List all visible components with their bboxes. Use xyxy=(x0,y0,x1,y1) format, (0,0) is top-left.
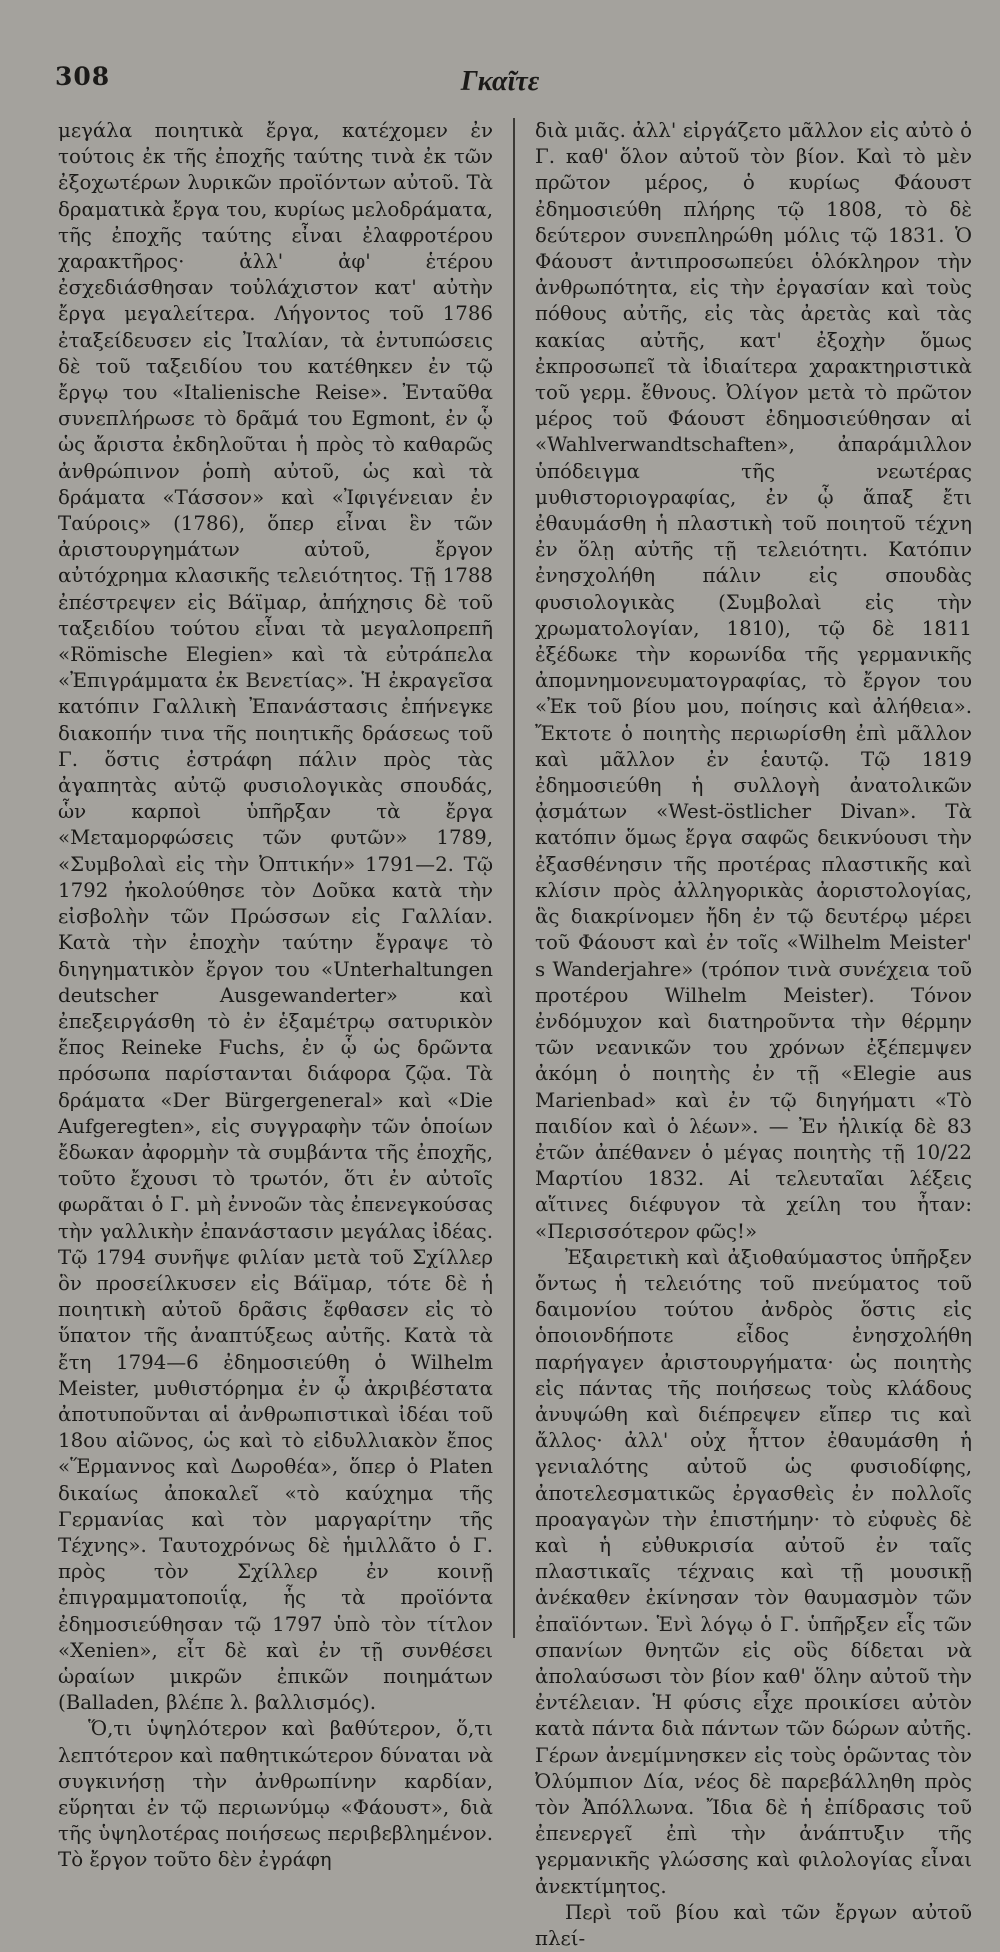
running-head: Γκαῖτε xyxy=(460,66,540,97)
page-number: 308 xyxy=(55,62,111,91)
right-paragraph-3: Περὶ τοῦ βίου καὶ τῶν ἔργων αὐτοῦ πλεί- xyxy=(535,1900,972,1951)
left-paragraph-1: μεγάλα ποιητικὰ ἔργα, κατέχομεν ἐν τούτοις ἐκ τῆς ἐποχῆς ταύτης τινὰ ἐκ τῶν ἐξοχωτέρων λυρικῶν προϊόντων αὐτοῦ. Τὰ δραματικὰ ἔργα του, κυρίως μελοδράματα, τῆς ἐποχῆς ταύτης εἶναι ἐλαφροτέρου χαρακτῆρος· ἀλλ' ἀφ' ἑτέρου ἐσχεδιάσθησαν τοὐλάχιστον κατ' αὐτὴν ἔργα μεγαλείτερα. Λήγοντος τοῦ 1786 ἐταξείδευσεν εἰς Ἰταλίαν, τὰ ἐντυπώσεις δὲ τοῦ ταξειδίου του κατέθηκεν ἐν τῷ ἔργῳ του «Italienische Reise». Ἐνταῦθα συνεπλήρωσε τὸ δρᾶμά του Egmont, ἐν ᾧ ὡς ἄριστα ἐκδηλοῦται ἡ πρὸς τὸ καθαρῶς ἀνθρώπινον ῥοπὴ αὐτοῦ, ὡς καὶ τὰ δράματα «Τάσσον» καὶ «Ἰφιγένειαν ἐν Ταύροις» (1786), ὅπερ εἶναι ἓν τῶν ἀριστουργημάτων αὐτοῦ, ἔργον αὐτόχρημα κλασικῆς τελειότητος. Τῇ 1788 ἐπέστρεψεν εἰς Βάϊμαρ, ἀπήχησις δὲ τοῦ ταξειδίου τούτου εἶναι τὰ μεγαλοπρεπῆ «Römische Elegien» καὶ τὰ εὐτράπελα «Ἐπιγράμματα ἐκ Βενετίας». Ἡ ἐκραγεῖσα κατόπιν Γαλλικὴ Ἐπανάστασις ἐπήνεγκε διακοπήν τινα τῆς ποιητικῆς δράσεως τοῦ Γ. ὅστις ἐστράφη πάλιν πρὸς τὰς ἀγαπητὰς αὐτῷ φυσιολογικὰς σπουδάς, ὧν καρποὶ ὑπῆρξαν τὰ ἔργα «Μεταμορφώσεις τῶν φυτῶν» 1789, «Συμβολαὶ εἰς τὴν Ὀπτικήν» 1791—2. Τῷ 1792 ἠκολούθησε τὸν Δοῦκα κατὰ τὴν εἰσβολὴν τῶν Πρώσσων εἰς Γαλλίαν. Κατὰ τὴν ἐποχὴν ταύτην ἔγραψε τὸ διηγηματικὸν ἔργον του «Unterhaltungen deutscher Ausgewanderter» καὶ ἐπεξειργάσθη τὸ ἐν ἑξαμέτρῳ σατυρικὸν ἔπος Reineke Fuchs, ἐν ᾧ ὡς δρῶντα πρόσωπα παρίστανται διάφορα ζῷα. Τὰ δράματα «Der Bürgergeneral» καὶ «Die Aufgeregten», εἰς συγγραφὴν τῶν ὁποίων ἔδωκαν ἀφορμὴν τὰ συμβάντα τῆς ἐποχῆς, τοῦτο ἔχουσι τὸ τρωτόν, ὅτι ἐν αὐτοῖς φωρᾶται ὁ Γ. μὴ ἐννοῶν τὰς ἐπενεγκούσας τὴν γαλλικὴν ἐπανάστασιν μεγάλας ἰδέας. Τῷ 1794 συνῆψε φιλίαν μετὰ τοῦ Σχίλλερ ὃν προσείλκυσεν εἰς Βάϊμαρ, τότε δὲ ἡ ποιητικὴ αὐτοῦ δρᾶσις ἔφθασεν εἰς τὸ ὕπατον τῆς ἀναπτύξεως αὐτῆς. Κατὰ τὰ ἔτη 1794—6 ἐδημοσιεύθη ὁ Wilhelm Meister, μυθιστόρημα ἐν ᾧ ἀκριβέστατα ἀποτυποῦνται αἱ ἀνθρωπιστικαὶ ἰδέαι τοῦ 18ου αἰῶνος, ὡς καὶ τὸ εἰδυλλιακὸν ἔπος «Ἕρμαννος καὶ Δωροθέα», ὅπερ ὁ Platen δικαίως ἀποκαλεῖ «τὸ καύχημα τῆς Γερμανίας καὶ τὸν μαργαρίτην τῆς Τέχνης». Ταυτοχρόνως δὲ ἡμιλλᾶτο ὁ Γ. πρὸς τὸν Σχίλλερ ἐν κοινῇ ἐπιγραμματοποιΐᾳ, ἧς τὰ προϊόντα ἐδημοσιεύθησαν τῷ 1797 ὑπὸ τὸν τίτλον «Xenien», εἶτ δὲ καὶ ἐν τῇ συνθέσει ὡραίων μικρῶν ἐπικῶν ποιημάτων (Balladen, βλέπε λ. βαλλισμός). xyxy=(58,119,493,1715)
text-columns xyxy=(58,118,972,1951)
left-column xyxy=(58,118,515,1872)
right-paragraph-2: Ἐξαιρετικὴ καὶ ἀξιοθαύμαστος ὑπῆρξεν ὄντως ἡ τελειότης τοῦ πνεύματος τοῦ δαιμονίου τούτου ἀνδρὸς ὅστις εἰς ὁποιονδήποτε εἶδος ἐνησχολήθη παρήγαγεν ἀριστουργήματα· ὡς ποιητὴς εἰς πάντας τῆς ποιήσεως τοὺς κλάδους ἀνυψώθη καὶ διέπρεψεν εἴπερ τις καὶ ἄλλος· ἀλλ' οὐχ ἧττον ἐθαυμάσθη ἡ γενιαλότης αὐτοῦ ὡς φυσιοδίφης, ἀποτελεσματικῶς ἐργασθεὶς ἐν πολλοῖς προαγαγὼν τὴν ἐπιστήμην· τὸ εὐφυὲς δὲ καὶ ἡ εὐθυκρισία αὐτοῦ ἐν ταῖς πλαστικαῖς τέχναις καὶ τῇ μουσικῇ ἀνέκαθεν ἐκίνησαν τὸν θαυμασμὸν τῶν ἐπαϊόντων. Ἑνὶ λόγῳ ὁ Γ. ὑπῆρξεν εἷς τῶν σπανίων θνητῶν εἰς οὓς δίδεται νὰ ἀπολαύσωσι τὸν βίον καθ' ὅλην αὐτοῦ τὴν ἐντέλειαν. Ἡ φύσις εἶχε προικίσει αὐτὸν κατὰ πάντα διὰ πάντων τῶν δώρων αὐτῆς. Γέρων ἀνεμίμνησκεν εἰς τοὺς ὁρῶντας τὸν Ὀλύμπιον Δία, νέος δὲ παρεβάλληθη πρὸς τὸν Ἀπόλλωνα. Ἴδια δὲ ἡ ἐπίδρασις τοῦ ἐπενεργεῖ ἐπὶ τὴν ἀνάπτυξιν τῆς γερμανικῆς γλώσσης καὶ φιλολογίας εἶναι ἀνεκτίμητος. xyxy=(535,1245,972,1898)
right-column xyxy=(515,118,972,1951)
right-paragraph-1: διὰ μιᾶς. ἀλλ' εἰργάζετο μᾶλλον εἰς αὐτὸ ὁ Γ. καθ' ὅλον αὐτοῦ τὸν βίον. Καὶ τὸ μὲν πρῶτον μέρος, ὁ κυρίως Φάουστ ἐδημοσιεύθη πλήρης τῷ 1808, τὸ δὲ δεύτερον συνεπληρώθη μόλις τῷ 1831. Ὁ Φάουστ ἀντιπροσωπεύει ὁλόκληρον τὴν ἀνθρωπότητα, εἰς τὴν ἐργασίαν καὶ τοὺς πόθους αὐτῆς, εἰς τὰς ἀρετὰς καὶ τὰς κακίας αὐτῆς, κατ' ἐξοχὴν ὅμως ἐκπροσωπεῖ τὰ ἰδιαίτερα χαρακτηριστικὰ τοῦ γερμ. ἔθνους. Ὀλίγον μετὰ τὸ πρῶτον μέρος τοῦ Φάουστ ἐδημοσιεύθησαν αἱ «Wahlverwandtschaften», ἀπαράμιλλον ὑπόδειγμα τῆς νεωτέρας μυθιστοριογραφίας, ἐν ᾧ ἅπαξ ἔτι ἐθαυμάσθη ἡ πλαστικὴ τοῦ ποιητοῦ τέχνη ἐν ὅλῃ αὐτῆς τῇ τελειότητι. Κατόπιν ἐνησχολήθη πάλιν εἰς σπουδὰς φυσιολογικὰς (Συμβολαὶ εἰς τὴν χρωματολογίαν, 1810), τῷ δὲ 1811 ἐξέδωκε τὴν κορωνίδα τῆς γερμανικῆς ἀπομνημονευματογραφίας, τὸ ἔργον του «Ἐκ τοῦ βίου μου, ποίησις καὶ ἀλήθεια». Ἔκτοτε ὁ ποιητὴς περιωρίσθη ἐπὶ μᾶλλον καὶ μᾶλλον ἐν ἑαυτῷ. Τῷ 1819 ἐδημοσιεύθη ἡ συλλογὴ ἀνατολικῶν ᾀσμάτων «West-östlicher Divan». Τὰ κατόπιν ὅμως ἔργα σαφῶς δεικνύουσι τὴν ἐξασθένησιν τῆς προτέρας πλαστικῆς καὶ κλίσιν πρὸς ἀλληγορικὰς ἀοριστολογίας, ἃς διακρίνομεν ἤδη ἐν τῷ δευτέρῳ μέρει τοῦ Φάουστ καὶ ἐν τοῖς «Wilhelm Meister' s Wanderjahre» (τρόπον τινὰ συνέχεια τοῦ προτέρου Wilhelm Meister). Τόνον ἐνδόμυχον καὶ διατηροῦντα τὴν θέρμην τῶν νεανικῶν του χρόνων ἐξέπεμψεν ἀκόμη ὁ ποιητὴς ἐν τῇ «Elegie aus Marienbad» καὶ ἐν τῷ διηγήματι «Τὸ παιδίον καὶ ὁ λέων». — Ἐν ἡλικίᾳ δὲ 83 ἐτῶν ἀπέθανεν ὁ μέγας ποιητὴς τῇ 10/22 Μαρτίου 1832. Αἱ τελευταῖαι λέξεις αἵτινες διέφυγον τὰ χείλη του ἦταν: «Περισσότερον φῶς!» xyxy=(535,119,972,1243)
left-paragraph-2: Ὅ,τι ὑψηλότερον καὶ βαθύτερον, ὅ,τι λεπτότερον καὶ παθητικώτερον δύναται νὰ συγκινήσῃ τὴν ἀνθρωπίνην καρδίαν, εὕρηται ἐν τῷ περιωνύμῳ «Φάουστ», διὰ τῆς ὑψηλοτέρας ποιήσεως περιβεβλημένον. Τὸ ἔργον τοῦτο δὲν ἐγράφη xyxy=(58,1717,493,1872)
